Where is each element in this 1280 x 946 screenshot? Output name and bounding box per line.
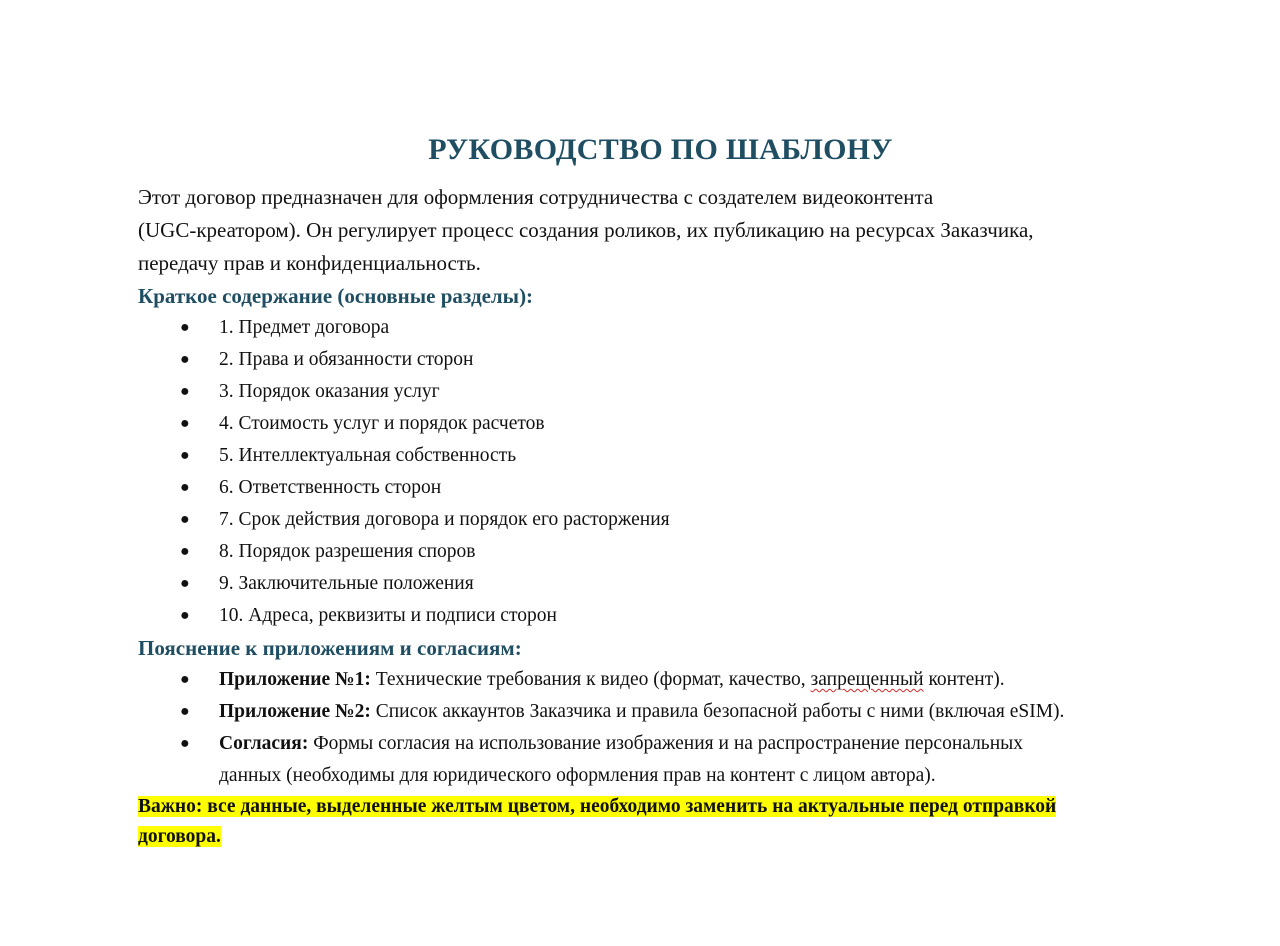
section-label: 8. Порядок разрешения споров [219,541,476,562]
list-item [138,376,1183,408]
bullet-icon: ● [180,319,190,336]
list-item [138,536,1183,568]
intro-line: передачу прав и конфиденциальность. [138,251,481,275]
bullet-icon: ● [180,383,190,400]
intro-paragraph [138,181,1183,280]
document-title: РУКОВОДСТВО ПО ШАБЛОНУ [428,133,893,166]
section-label: 3. Порядок оказания услуг [219,381,440,402]
appendix-list [138,664,1183,792]
bullet-icon: ● [180,415,190,432]
bullet-icon: ● [180,671,190,688]
list-item [138,408,1183,440]
bullet-icon: ● [180,447,190,464]
summary-heading: Краткое содержание (основные разделы): [138,284,534,308]
appendix-text: Список аккаунтов Заказчика и правила безопасной работы с ними (включая eSIM). [370,701,1065,722]
spellcheck-flagged-word[interactable]: запрещенный [810,669,924,690]
bullet-icon: ● [180,735,190,752]
list-item [138,600,1183,632]
list-item [138,664,1183,696]
appendix-heading: Пояснение к приложениям и согласиям: [138,636,522,660]
section-label: 7. Срок действия договора и порядок его расторжения [219,509,670,530]
highlighted-text: Важно: все данные, выделенные желтым цветом, необходимо заменить на актуальные перед отправкой [138,796,1057,817]
list-item [138,440,1183,472]
important-note [138,792,1183,852]
appendix-text: Формы согласия на использование изображения и на распространение персональных [308,733,1023,754]
sections-list [138,312,1183,632]
section-label: 9. Заключительные положения [219,573,474,594]
appendix-label: Приложение №2: [219,701,371,722]
section-label: 6. Ответственность сторон [219,477,442,498]
bullet-icon: ● [180,607,190,624]
section-label: 5. Интеллектуальная собственность [219,445,517,466]
list-item [138,728,1183,792]
section-label: 4. Стоимость услуг и порядок расчетов [219,413,545,434]
appendix-label: Согласия: [219,733,309,754]
list-item [138,504,1183,536]
list-item [138,568,1183,600]
list-item [138,696,1183,728]
appendix-label: Приложение №1: [219,669,371,690]
intro-line: (UGC-креатором). Он регулирует процесс создания роликов, их публикацию на ресурсах Заказчика, [138,218,1034,242]
appendix-text: Технические требования к видео (формат, качество, [370,669,811,690]
highlighted-text: договора. [138,826,221,847]
bullet-icon: ● [180,351,190,368]
bullet-icon: ● [180,543,190,560]
bullet-icon: ● [180,511,190,528]
bullet-icon: ● [180,575,190,592]
bullet-icon: ● [180,703,190,720]
section-label: 10. Адреса, реквизиты и подписи сторон [219,605,557,626]
list-item [138,344,1183,376]
document-page [138,130,1183,852]
list-item [138,472,1183,504]
appendix-text: данных (необходимы для юридического оформления прав на контент с лицом автора). [219,765,936,786]
intro-line: Этот договор предназначен для оформления сотрудничества с создателем видеоконтента [138,185,934,209]
section-label: 2. Права и обязанности сторон [219,349,474,370]
list-item [138,312,1183,344]
appendix-text: контент). [923,669,1005,690]
section-label: 1. Предмет договора [219,317,390,338]
bullet-icon: ● [180,479,190,496]
